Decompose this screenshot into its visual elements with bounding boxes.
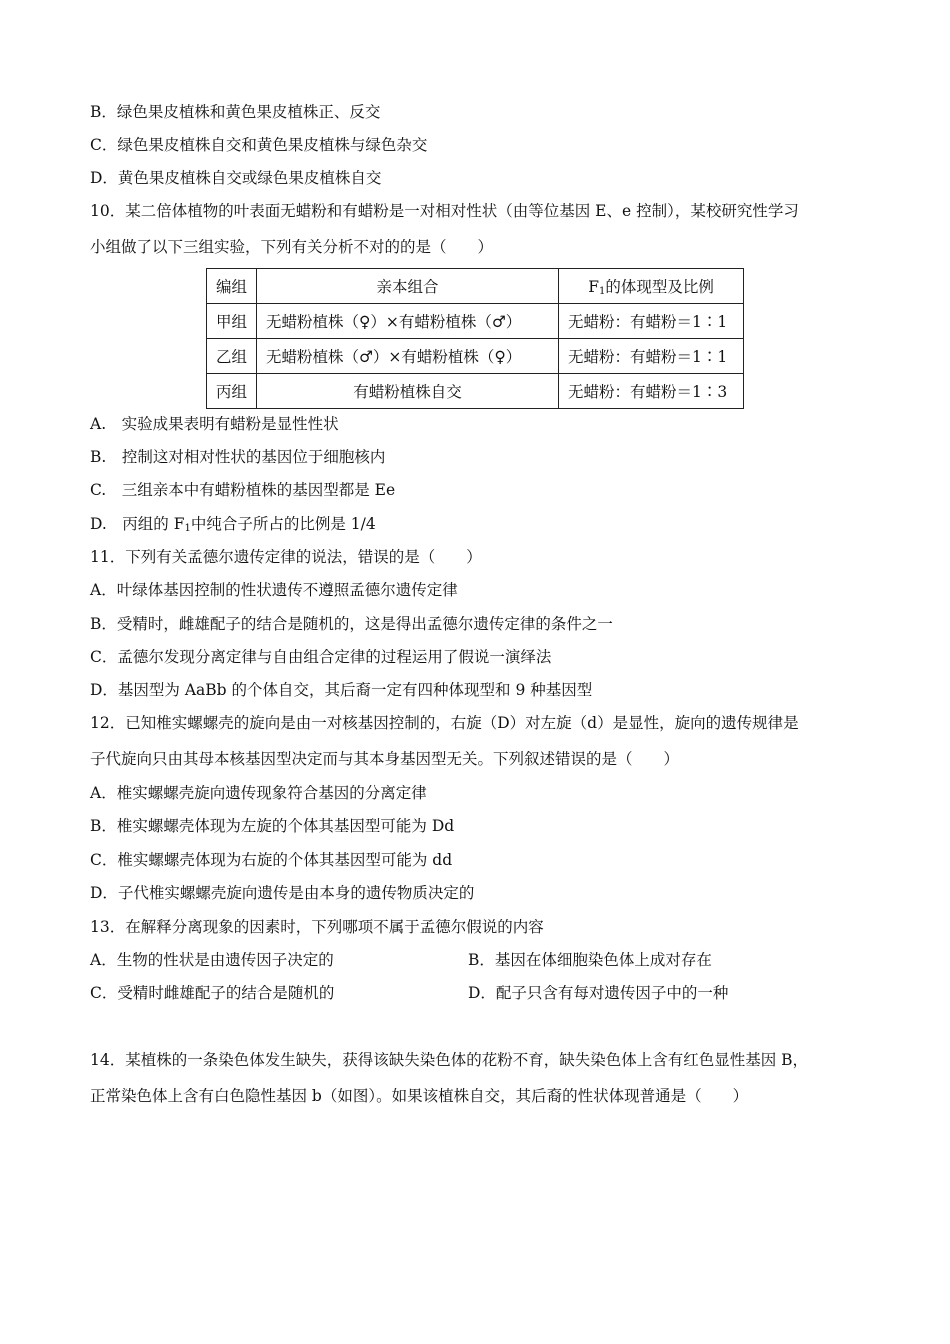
q13-option-c: C．受精时雌雄配子的结合是随机的 bbox=[90, 984, 335, 1002]
q12-option-c: C．椎实螺螺壳体现为右旋的个体其基因型可能为 dd bbox=[90, 851, 453, 869]
table-row bbox=[207, 374, 744, 409]
q10-stem-line1: 10．某二倍体植物的叶表面无蜡粉和有蜡粉是一对相对性状（由等位基因 E、e 控制），某校研究性学习 bbox=[90, 202, 799, 220]
row-group: 丙组 bbox=[207, 374, 257, 409]
q9-option-b: B．绿色果皮植株和黄色果皮植株正、反交 bbox=[90, 103, 381, 121]
q14-stem-line1: 14．某植株的一条染色体发生缺失，获得该缺失染色体的花粉不育，缺失染色体上含有红色显性基因 B， bbox=[90, 1051, 809, 1069]
q13-option-b: B．基因在体细胞染色体上成对存在 bbox=[468, 951, 712, 969]
q11-option-b: B．受精时，雌雄配子的结合是随机的，这是得出孟德尔遗传定律的条件之一 bbox=[90, 615, 613, 633]
q12-stem-line2: 子代旋向只由其母本核基因型决定而与其本身基因型无关。下列叙述错误的是（ ） bbox=[90, 750, 680, 768]
q12-option-b: B．椎实螺螺壳体现为左旋的个体其基因型可能为 Dd bbox=[90, 817, 455, 835]
header-f1: $F_1$的体现型及比例 bbox=[559, 269, 744, 304]
row-group: 甲组 bbox=[207, 304, 257, 339]
row-group: 乙组 bbox=[207, 339, 257, 374]
q13-option-a: A．生物的性状是由遗传因子决定的 bbox=[90, 951, 334, 969]
q9-option-d: D．黄色果皮植株自交或绿色果皮植株自交 bbox=[90, 169, 382, 187]
header-group: 编组 bbox=[207, 269, 257, 304]
row-result: 无蜡粉：有蜡粉＝1∶1 bbox=[559, 339, 744, 374]
q12-stem-line1: 12．已知椎实螺螺壳的旋向是由一对核基因控制的，右旋（D）对左旋（d）是显性，旋向的遗传规律是 bbox=[90, 714, 799, 732]
q10-stem-line2: 小组做了以下三组实验，下列有关分析不对的的是（ ） bbox=[90, 238, 494, 256]
header-parents: 亲本组合 bbox=[257, 269, 559, 304]
table-row bbox=[207, 339, 744, 374]
row-result: 无蜡粉：有蜡粉＝1∶3 bbox=[559, 374, 744, 409]
q11-option-a: A．叶绿体基因控制的性状遗传不遵照孟德尔遗传定律 bbox=[90, 581, 458, 599]
q12-option-a: A．椎实螺螺壳旋向遗传现象符合基因的分离定律 bbox=[90, 784, 427, 802]
q14-stem-line2: 正常染色体上含有白色隐性基因 b（如图）。如果该植株自交，其后裔的性状体现普通是（ ） bbox=[90, 1087, 749, 1105]
q13-stem: 13．在解释分离现象的因素时，下列哪项不属于孟德尔假说的内容 bbox=[90, 918, 544, 936]
q9-option-c: C．绿色果皮植株自交和黄色果皮植株与绿色杂交 bbox=[90, 136, 428, 154]
row-parents: 无蜡粉植株（♀）×有蜡粉植株（♂） bbox=[257, 304, 559, 339]
q10-option-b: B. 控制这对相对性状的基因位于细胞核内 bbox=[90, 448, 386, 466]
q10-option-c: C. 三组亲本中有蜡粉植株的基因型都是 Ee bbox=[90, 481, 396, 499]
table-header-row bbox=[207, 269, 744, 304]
q10-option-a: A. 实验成果表明有蜡粉是显性性状 bbox=[90, 415, 339, 433]
row-parents: 无蜡粉植株（♂）×有蜡粉植株（♀） bbox=[257, 339, 559, 374]
experiment-table bbox=[206, 268, 744, 409]
row-parents: 有蜡粉植株自交 bbox=[257, 374, 559, 409]
q11-stem: 11．下列有关孟德尔遗传定律的说法，错误的是（ ） bbox=[90, 548, 482, 566]
q10-option-d: D. 丙组的 $F_1$中纯合子所占的比例是 1/4 bbox=[90, 515, 376, 534]
q11-option-d: D．基因型为 AaBb 的个体自交，其后裔一定有四种体现型和 9 种基因型 bbox=[90, 681, 593, 699]
table-row bbox=[207, 304, 744, 339]
q12-option-d: D．子代椎实螺螺壳旋向遗传是由本身的遗传物质决定的 bbox=[90, 884, 475, 902]
q11-option-c: C．孟德尔发现分离定律与自由组合定律的过程运用了假说一演绎法 bbox=[90, 648, 552, 666]
q13-option-d: D．配子只含有每对遗传因子中的一种 bbox=[468, 984, 729, 1002]
row-result: 无蜡粉：有蜡粉＝1∶1 bbox=[559, 304, 744, 339]
